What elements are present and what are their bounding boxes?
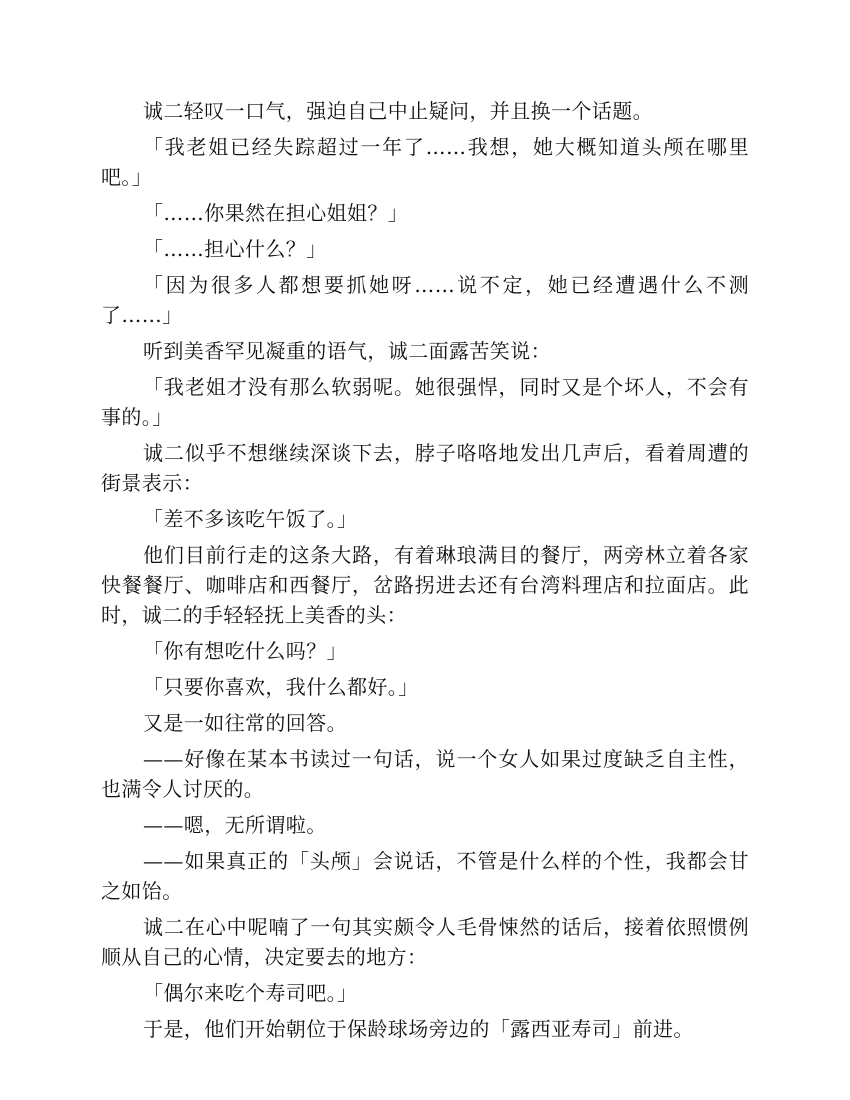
paragraph: 诚二在心中呢喃了一句其实颇令人毛骨悚然的话后，接着依照惯例顺从自己的心情，决定要去的地方： [101, 915, 749, 969]
paragraph: 诚二似乎不想继续深谈下去，脖子咯咯地发出几声后，看着周遭的街景表示： [101, 441, 749, 495]
paragraph: 「你有想吃什么吗？」 [143, 639, 347, 663]
paragraph: 「因为很多人都想要抓她呀……说不定，她已经遭遇什么不测了……」 [101, 273, 749, 327]
paragraph: 「差不多该吃午饭了。」 [143, 507, 358, 531]
paragraph: ——嗯，无所谓啦。 [143, 813, 327, 837]
paragraph: 「……担心什么？」 [143, 237, 327, 261]
paragraph: 「偶尔来吃个寿司吧。」 [143, 981, 358, 1005]
paragraph: 他们目前行走的这条大路，有着琳琅满目的餐厅，两旁林立着各家快餐餐厅、咖啡店和西餐厅，岔路拐进去还有台湾料理店和拉面店。此时，诚二的手轻轻抚上美香的头： [101, 543, 749, 627]
paragraph: 「我老姐才没有那么软弱呢。她很强悍，同时又是个坏人，不会有事的。」 [101, 375, 749, 429]
paragraph: 「我老姐已经失踪超过一年了……我想，她大概知道头颅在哪里吧。」 [101, 135, 749, 189]
paragraph: 诚二轻叹一口气，强迫自己中止疑问，并且换一个话题。 [143, 99, 653, 123]
paragraph: 又是一如往常的回答。 [143, 711, 347, 735]
paragraph: ——好像在某本书读过一句话，说一个女人如果过度缺乏自主性，也满令人讨厌的。 [101, 747, 749, 801]
paragraph: 听到美香罕见凝重的语气，诚二面露苦笑说： [143, 339, 551, 363]
paragraph: ——如果真正的「头颅」会说话，不管是什么样的个性，我都会甘之如饴。 [101, 849, 749, 903]
paragraph: 「只要你喜欢，我什么都好。」 [143, 675, 419, 699]
paragraph: 于是，他们开始朝位于保龄球场旁边的「露西亚寿司」前进。 [143, 1017, 694, 1041]
paragraph: 「……你果然在担心姐姐？」 [143, 201, 409, 225]
text-body [101, 96, 749, 1050]
